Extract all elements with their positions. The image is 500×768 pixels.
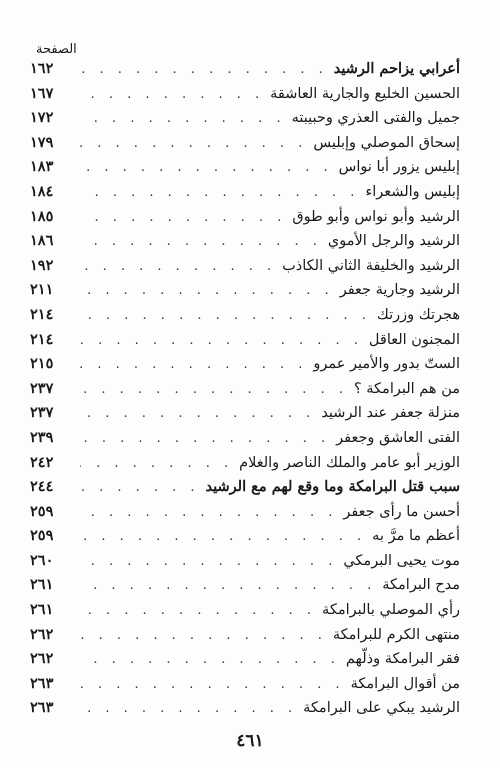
toc-dot-leader <box>80 652 340 667</box>
toc-entry-title: سبب قتل البرامكة وما وقع لهم مع الرشيد <box>205 478 460 496</box>
toc-entry <box>30 478 460 503</box>
toc-dot-leader <box>80 554 337 569</box>
toc-entry <box>30 158 460 183</box>
toc-dot-leader <box>80 382 348 397</box>
toc-entry <box>30 454 460 479</box>
toc-entry <box>30 331 460 356</box>
toc-entry-title: من هم البرامكة ؟ <box>353 380 460 397</box>
toc-entry <box>30 650 460 675</box>
toc-dot-leader <box>80 480 200 495</box>
toc-entry-page: ١٦٢ <box>30 60 54 77</box>
toc-entry-title: الرشيد وجارية جعفر <box>339 282 460 299</box>
toc-entry-page: ١٧٢ <box>30 109 54 127</box>
toc-entry <box>30 85 460 110</box>
toc-dot-leader <box>80 677 345 692</box>
toc-dot-leader <box>80 529 366 544</box>
toc-entry-page: ٢٣٧ <box>30 379 54 397</box>
page-number: ٤٦١ <box>236 731 264 751</box>
toc-entry <box>30 355 460 380</box>
toc-entry-page: ٢٦٢ <box>30 625 54 643</box>
toc-entry <box>30 281 460 306</box>
toc-entry-page: ١٨٤ <box>30 182 54 200</box>
toc-entry-title: هجرتك وزرتك <box>376 306 460 323</box>
toc-entry <box>30 380 460 405</box>
toc-dot-leader <box>80 62 328 77</box>
toc-entry <box>30 699 460 724</box>
toc-entry <box>30 134 460 159</box>
toc-entry-page: ٢١٤ <box>30 330 54 348</box>
toc-dot-leader <box>80 701 297 716</box>
toc-entry <box>30 183 460 208</box>
toc-entry <box>30 109 460 134</box>
toc-entry <box>30 503 460 528</box>
toc-dot-leader <box>80 283 334 298</box>
toc-entry-page: ٢٤٤ <box>30 478 54 496</box>
toc-entry-title: الستّ بدور والأمير عمرو <box>313 356 460 373</box>
toc-entry-title: المجنون العاقل <box>368 331 460 348</box>
toc-entry-page: ٢٥٩ <box>30 527 54 545</box>
toc-entry-title: إسحاق الموصلي وإبليس <box>313 134 460 151</box>
toc-entry-title: منتهى الكرم للبرامكة <box>332 626 460 643</box>
toc-dot-leader <box>80 578 376 593</box>
toc-entry-title: موت يحيى البرمكي <box>343 552 460 569</box>
toc-entry-page: ٢٦١ <box>30 601 54 619</box>
toc-entry-page: ٢٦١ <box>30 576 54 594</box>
toc-dot-leader <box>80 136 307 151</box>
toc-entry-page: ٢٦٠ <box>30 551 54 569</box>
toc-entry-title: إبليس والشعراء <box>365 183 460 200</box>
toc-entry <box>30 257 460 282</box>
toc-entry-title: الفتى العاشق وجعفر <box>336 429 460 446</box>
toc-entry-page: ١٨٦ <box>30 232 54 250</box>
toc-entry-title: الحسين الخليع والجارية العاشقة <box>270 85 460 102</box>
toc-entry-title: من أقوال البرامكة <box>350 675 460 692</box>
toc-entry-page: ١٦٧ <box>30 84 54 102</box>
toc-dot-leader <box>80 111 286 126</box>
toc-entry <box>30 601 460 626</box>
toc-dot-leader <box>80 234 322 249</box>
table-of-contents <box>30 60 460 724</box>
toc-entry <box>30 306 460 331</box>
toc-entry-page: ١٩٢ <box>30 256 54 274</box>
toc-entry-page: ٢١٤ <box>30 305 54 323</box>
toc-entry-page: ٢١١ <box>30 281 54 299</box>
toc-dot-leader <box>80 628 327 643</box>
toc-entry-title: منزلة جعفر عند الرشيد <box>321 405 460 422</box>
toc-dot-leader <box>80 603 316 618</box>
toc-dot-leader <box>80 456 233 471</box>
toc-entry <box>30 675 460 700</box>
toc-entry-title: أعظم ما مرَّ به <box>372 528 460 545</box>
toc-entry-page: ٢٥٩ <box>30 502 54 520</box>
toc-entry-title: مدح البرامكة <box>382 577 460 594</box>
toc-entry-page: ٢١٥ <box>30 355 54 373</box>
toc-entry-page: ٢٤٢ <box>30 453 54 471</box>
toc-entry-title: الوزير أبو عامر والملك الناصر والغلام <box>239 454 460 471</box>
toc-entry <box>30 208 460 233</box>
toc-entry-page: ٢٣٧ <box>30 404 54 422</box>
toc-dot-leader <box>80 357 307 372</box>
toc-dot-leader <box>80 333 363 348</box>
toc-entry-title: فقر البرامكة وذلّهم <box>345 651 460 668</box>
page-column-header: الصفحة <box>36 42 77 57</box>
toc-entry-page: ١٨٣ <box>30 158 54 176</box>
toc-entry <box>30 232 460 257</box>
toc-dot-leader <box>80 185 359 200</box>
toc-dot-leader <box>80 259 276 274</box>
toc-entry-page: ٢٣٩ <box>30 428 54 446</box>
toc-entry-title: الرشيد وأبو نواس وأبو طوق <box>292 208 460 225</box>
toc-entry-title: الرشيد يبكي على البرامكة <box>303 700 460 717</box>
toc-entry-page: ٢٦٣ <box>30 699 54 717</box>
toc-dot-leader <box>80 505 337 520</box>
toc-entry-title: إبليس يزور أبا نواس <box>338 159 460 176</box>
toc-entry <box>30 552 460 577</box>
toc-entry <box>30 626 460 651</box>
toc-entry-page: ١٧٩ <box>30 133 54 151</box>
toc-dot-leader <box>80 308 371 323</box>
toc-entry-page: ١٨٥ <box>30 207 54 225</box>
toc-entry <box>30 404 460 429</box>
toc-dot-leader <box>80 210 286 225</box>
toc-entry-title: أعرابي يزاحم الرشيد <box>333 60 460 77</box>
toc-entry <box>30 429 460 454</box>
toc-entry-page: ٢٦٣ <box>30 674 54 692</box>
toc-dot-leader <box>80 87 264 102</box>
toc-dot-leader <box>80 431 330 446</box>
toc-entry <box>30 60 460 85</box>
toc-entry-title: أحسن ما رأى جعفر <box>343 503 460 520</box>
toc-entry-title: الرشيد والرجل الأموي <box>327 233 460 250</box>
toc-entry-page: ٢٦٢ <box>30 650 54 668</box>
toc-entry <box>30 527 460 552</box>
toc-entry <box>30 576 460 601</box>
toc-dot-leader <box>80 406 315 421</box>
toc-entry-title: جميل والفتى العذري وحبيبته <box>291 110 460 127</box>
toc-entry-title: الرشيد والخليفة الثاني الكاذب <box>282 257 460 274</box>
toc-dot-leader <box>80 160 333 175</box>
toc-entry-title: رأي الموصلي بالبرامكة <box>322 602 460 619</box>
